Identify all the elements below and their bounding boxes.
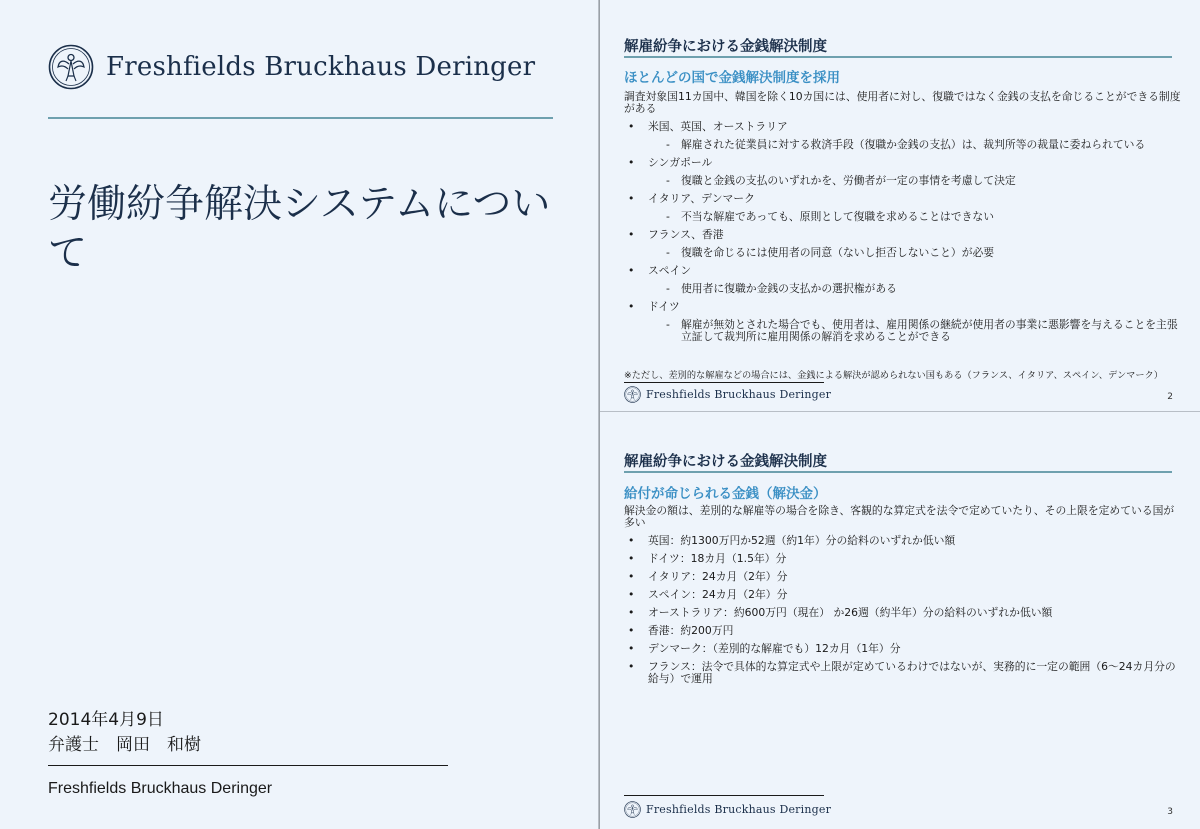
page-number: 3 — [1167, 807, 1173, 817]
list-item: • フランス：法令で具体的な算定式や上限が定めているわけではないが、実務的に一定の範囲（6～24カ月分の給与）で運用 — [624, 661, 1184, 685]
angel-logo-icon — [48, 44, 94, 90]
list-item: • オーストラリア：約600万円（現在） か26週（約半年）分の給料のいずれか低い額 — [624, 607, 1184, 619]
slide-subtitle: 給付が命じられる金銭（解決金） — [624, 486, 827, 502]
list-item: • デンマーク：（差別的な解雇でも）12カ月（1年）分 — [624, 643, 1184, 655]
presentation-date: 2014年4月9日 — [48, 710, 164, 730]
slide-2[interactable] — [600, 0, 1200, 412]
list-item: • ドイツ：18カ月（1.5年）分 — [624, 553, 1184, 565]
slide-title: 解雇紛争における金銭解決制度 — [624, 39, 827, 55]
footer-logo — [624, 386, 831, 403]
intro-text: 解決金の額は、差別的な解雇等の場合を除き、客観的な算定式を法令で定めていたり、その上限を定めている国が多い — [624, 504, 1175, 529]
sub-item: - 不当な解雇であっても、原則として復職を求めることはできない — [648, 211, 1184, 223]
page-number: 2 — [1167, 392, 1173, 402]
country-label: ドイツ — [648, 300, 680, 313]
footer-divider — [624, 795, 824, 796]
logo-text: Freshfields Bruckhaus Deringer — [646, 388, 832, 401]
country-label: イタリア、デンマーク — [648, 192, 755, 205]
country-label: フランス、香港 — [648, 228, 724, 241]
slide-title: 解雇紛争における金銭解決制度 — [624, 454, 827, 470]
country-label: シンガポール — [648, 156, 713, 169]
list-item — [624, 265, 1184, 295]
sub-item: - 復職と金銭の支払のいずれかを、労働者が一定の事情を考慮して決定 — [648, 175, 1184, 187]
slide-3[interactable] — [600, 412, 1200, 829]
sub-item: - 解雇された従業員に対する救済手段（復職か金銭の支払）は、裁判所等の裁量に委ねられている — [648, 139, 1184, 151]
firm-logo — [48, 44, 535, 90]
list-item: • 英国：約1300万円か52週（約1年）分の給料のいずれか低い額 — [624, 535, 1184, 547]
list-item — [624, 121, 1184, 151]
slide-body — [624, 91, 1184, 349]
slide-subtitle: ほとんどの国で金銭解決制度を採用 — [624, 70, 840, 86]
list-item — [624, 229, 1184, 259]
sub-item: - 復職を命じるには使用者の同意（ないし拒否しないこと）が必要 — [648, 247, 1184, 259]
presentation-title: 労働紛争解決システムについて — [48, 182, 551, 276]
settlement-list — [624, 535, 1184, 685]
list-item: • スペイン：24カ月（2年）分 — [624, 589, 1184, 601]
list-item — [624, 301, 1184, 343]
country-label: 米国、英国、オーストラリア — [648, 120, 788, 133]
list-item — [624, 193, 1184, 223]
logo-text: Freshfields Bruckhaus Deringer — [106, 52, 536, 82]
slide-body — [624, 505, 1184, 691]
country-list — [624, 121, 1184, 343]
angel-logo-icon — [624, 801, 641, 818]
angel-logo-icon — [624, 386, 641, 403]
sub-item: - 解雇が無効とされた場合でも、使用者は、雇用関係の継続が使用者の事業に悪影響を与えることを主張立証して裁判所に雇用関係の解消を求めることができる — [648, 319, 1184, 343]
list-item: • 香港：約200万円 — [624, 625, 1184, 637]
footer-logo — [624, 801, 831, 818]
footer-divider — [48, 765, 448, 766]
footer-divider — [624, 382, 824, 383]
firm-name: Freshfields Bruckhaus Deringer — [48, 780, 273, 797]
title-slide[interactable] — [0, 0, 599, 829]
country-label: スペイン — [648, 264, 692, 277]
logo-text: Freshfields Bruckhaus Deringer — [646, 803, 832, 816]
title-divider — [624, 471, 1172, 473]
presenter-name: 弁護士 岡田 和樹 — [48, 735, 201, 755]
list-item: • イタリア：24カ月（2年）分 — [624, 571, 1184, 583]
title-divider — [624, 56, 1172, 58]
sub-item: - 使用者に復職か金銭の支払かの選択権がある — [648, 283, 1184, 295]
intro-text: 調査対象国11カ国中、韓国を除く10カ国には、使用者に対し、復職ではなく金銭の支払を命じることができる制度がある — [624, 90, 1181, 115]
list-item — [624, 157, 1184, 187]
footnote: ※ただし、差別的な解雇などの場合には、金銭による解決が認められない国もある（フランス、イタリア、スペイン、デンマーク） — [624, 370, 1163, 381]
header-divider — [48, 117, 553, 119]
